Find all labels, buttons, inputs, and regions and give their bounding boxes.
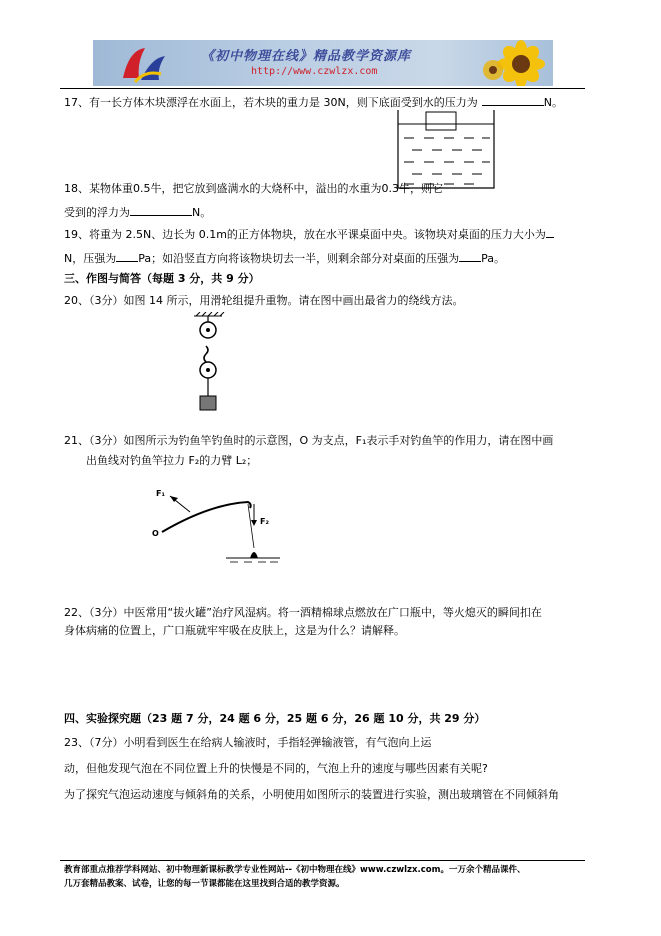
q19-part-b: Pa；如沿竖直方向将该物块切去一半，则剩余部分对桌面的压强为: [138, 252, 460, 265]
q18-prefix: 受到的浮力为: [64, 206, 130, 219]
footer-line2: 几万套精品教案、试卷，让您的每一节课都能在这里找到合适的教学资源。: [64, 879, 345, 889]
q17-answer-blank[interactable]: [482, 94, 544, 106]
q18-line1: 18、某物体重0.5牛，把它放到盛满水的大烧杯中，溢出的水重为0.3牛，则它: [64, 182, 443, 195]
fish: [250, 552, 258, 558]
q17-text: 17、有一长方体木块漂浮在水面上，若木块的重力是 30N，则下底面受到水的压力为: [64, 96, 478, 109]
fishing-rod: [162, 502, 251, 532]
q23-line1: 23、（7分）小明看到医生在给病人输液时，手指轻弹输液管，有气泡向上运: [64, 736, 432, 749]
fishing-rod-figure: [150, 482, 290, 576]
fishing-line: [248, 504, 254, 548]
q19-line1: [64, 226, 554, 242]
q21-line2: 出鱼线对钓鱼竿拉力 F₂的力臂 L₂；: [86, 454, 258, 467]
q19-line2: [64, 250, 505, 266]
footer-line1: 教育部重点推荐学科网站、初中物理新课标教学专业性网站--《初中物理在线》www.czwlzx.com。一万余个精品课件、: [64, 865, 526, 875]
pulley-figure: [186, 312, 230, 412]
q23-line3: 为了探究气泡运动速度与倾斜角的关系，小明使用如图所示的装置进行实验，测出玻璃管在不同倾斜角: [64, 788, 559, 801]
wood-block: [426, 112, 456, 130]
q22-line2: 身体病痛的位置上，广口瓶就牢牢吸在皮肤上，这是为什么？请解释。: [64, 624, 405, 637]
sunflower-icon: [481, 40, 553, 86]
q19-text: 19、将重为 2.5N、边长为 0.1m的正方体物块，放在水平课桌面中央。该物块对桌面的压力大小为: [64, 228, 546, 241]
header-rule: [60, 88, 585, 89]
q19-part-c: Pa。: [481, 252, 506, 265]
banner-url: http://www.czwlzx.com: [251, 66, 378, 77]
label-f2: F₂: [260, 517, 269, 526]
beaker-figure: [390, 108, 500, 190]
hook: [204, 346, 208, 362]
q21-line1: 21、（3分）如图所示为钓鱼竿钓鱼时的示意图，O 为支点，F₁表示手对钓鱼竿的作用力，请在图中画: [64, 434, 554, 447]
q20-text: 20、（3分）如图 14 所示，用滑轮组提升重物。请在图中画出最省力的绕线方法。: [64, 294, 464, 307]
q18-suffix: N。: [192, 206, 212, 219]
footer-rule: [60, 860, 585, 861]
banner-title: 《初中物理在线》精品教学资源库: [201, 49, 412, 64]
site-logo-icon: [115, 44, 175, 84]
section4-heading: 四、实验探究题（23 题 7 分，24 题 6 分，25 题 6 分，26 题 10 分，共 29 分）: [64, 712, 486, 725]
label-o: O: [152, 529, 159, 538]
label-f1: F₁: [156, 489, 165, 498]
section3-heading: 三、作图与简答（每题 3 分，共 9 分）: [64, 272, 260, 285]
q19-blank-1[interactable]: [546, 226, 554, 238]
q18-answer-blank[interactable]: [130, 204, 192, 216]
header-banner: [93, 40, 553, 86]
q18-line2: [64, 204, 211, 220]
q19-part-a: N，压强为: [64, 252, 117, 265]
q19-blank-2[interactable]: [116, 250, 138, 262]
ceiling-hatch: [194, 312, 224, 316]
weight-block: [200, 396, 216, 410]
q17-unit: N。: [543, 96, 563, 109]
q22-line1: 22、（3分）中医常用“拔火罐”治疗风湿病。将一酒精棉球点燃放在广口瓶中，等火熄灭的瞬间扣在: [64, 606, 542, 619]
q23-line2: 动，但他发现气泡在不同位置上升的快慢是不同的，气泡上升的速度与哪些因素有关呢?: [64, 762, 488, 775]
q19-blank-3[interactable]: [459, 250, 481, 262]
water-dashes: [404, 138, 490, 184]
